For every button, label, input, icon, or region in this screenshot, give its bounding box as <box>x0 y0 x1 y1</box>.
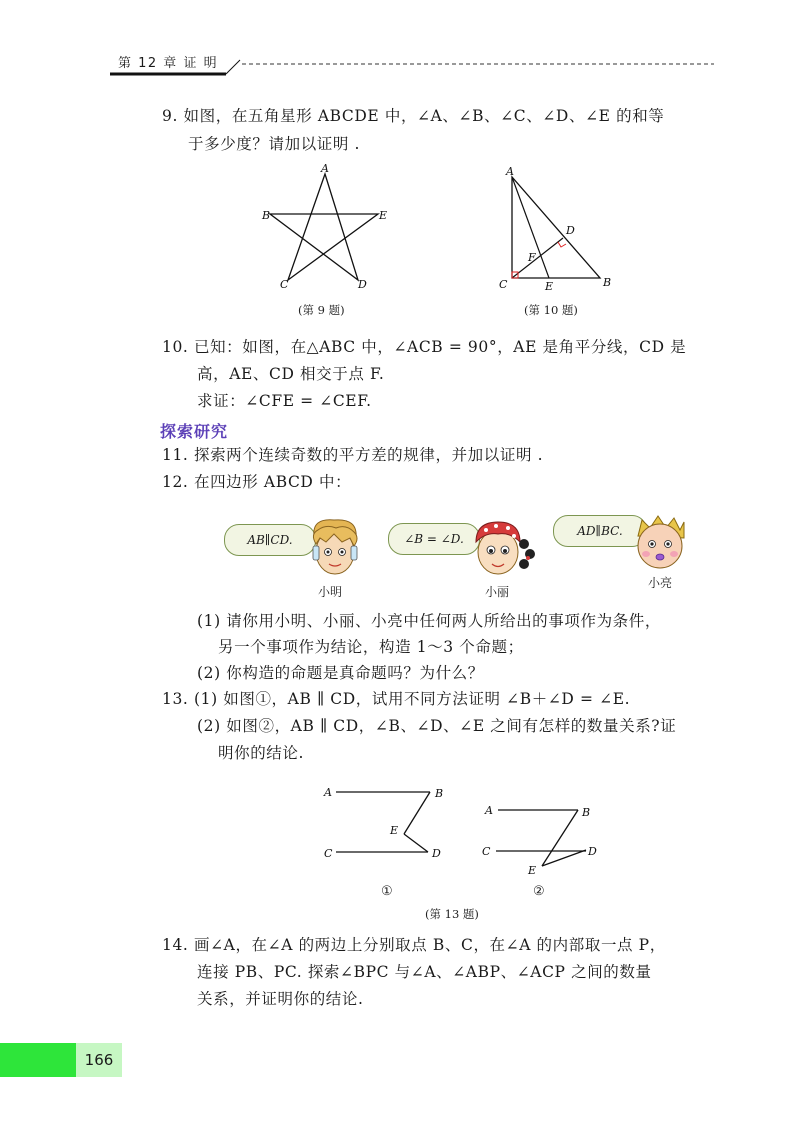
problem-9-line1: 9. 如图，在五角星形 ABCDE 中，∠A、∠B、∠C、∠D、∠E 的和等 <box>162 107 665 125</box>
section-title-explore: 探索研究 <box>160 422 229 441</box>
problem-11: 11. 探索两个连续奇数的平方差的规律，并加以证明 . <box>162 446 544 464</box>
fig10-label-f: F <box>528 251 536 264</box>
figure-13-2 <box>478 796 608 882</box>
fig13-1-label-e: E <box>390 824 399 837</box>
figure-13-marker-1: ① <box>381 884 393 899</box>
page-number: 166 <box>76 1043 122 1077</box>
problem-12-sub2: (2) 你构造的命题是真命题吗？为什么？ <box>197 664 484 682</box>
figure-13-marker-2: ② <box>533 884 545 899</box>
figure-9-pentagram <box>250 162 390 292</box>
fig13-1-label-b: B <box>435 787 444 800</box>
fig9-label-a: A <box>321 162 329 175</box>
pentagram-lines <box>270 174 378 280</box>
speech-bubble-xiaoli: ∠B = ∠D. <box>388 523 480 555</box>
problem-12-sub1-line2: 另一个事项作为结论，构造 1～3 个命题； <box>218 638 524 656</box>
xiaoming-name: 小明 <box>318 585 343 599</box>
problem-12-sub1-line1: (1) 请你用小明、小丽、小亮中任何两人所给出的事项作为条件， <box>197 612 661 630</box>
chapter-header: 第 12 章 证 明 <box>118 56 219 71</box>
xiaoliang-name: 小亮 <box>648 576 673 590</box>
fig9-label-c: C <box>280 278 289 291</box>
fig13-2-label-c: C <box>482 845 491 858</box>
fig9-label-e: E <box>379 209 388 222</box>
problem-13-sub2-line2: 明你的结论. <box>218 744 305 762</box>
fig13-2-label-b: B <box>582 806 591 819</box>
xiaoliang-avatar <box>630 512 690 574</box>
fig13-2-label-a: A <box>485 804 493 817</box>
problem-12-line1: 12. 在四边形 ABCD 中： <box>162 473 352 491</box>
problem-10-line2: 高，AE、CD 相交于点 F. <box>197 365 385 383</box>
xiaoming-avatar <box>300 514 370 580</box>
fig9-label-d: D <box>358 278 367 291</box>
header-rule <box>0 0 800 90</box>
figure-10-triangle <box>495 165 625 295</box>
fig10-label-a: A <box>506 165 514 178</box>
fig10-label-e: E <box>545 280 554 293</box>
speech-bubble-xiaoming: AB∥CD. <box>224 524 316 556</box>
fig9-label-b: B <box>262 209 271 222</box>
problem-13-sub1: 13. (1) 如图①，AB ∥ CD，试用不同方法证明 ∠B＋∠D = ∠E. <box>162 690 631 708</box>
fig10-label-c: C <box>499 278 508 291</box>
fig10-label-d: D <box>566 224 575 237</box>
problem-14-line3: 关系，并证明你的结论. <box>197 990 364 1008</box>
figure-10-caption: (第 10 题) <box>524 303 578 317</box>
fig13-1-label-a: A <box>324 786 332 799</box>
fig13-1-label-d: D <box>432 847 441 860</box>
speech-bubble-xiaoliang: AD∥BC. <box>553 515 647 547</box>
figure-9-caption: (第 9 题) <box>298 303 345 317</box>
figure-13-1 <box>318 780 453 870</box>
problem-14-line2: 连接 PB、PC. 探索∠BPC 与∠A、∠ABP、∠ACP 之间的数量 <box>197 963 652 981</box>
problem-10-line1: 10. 已知：如图，在△ABC 中，∠ACB = 90°，AE 是角平分线，CD 是 <box>162 338 687 356</box>
fig13-1-label-c: C <box>324 847 333 860</box>
xiaoli-avatar <box>464 514 540 580</box>
fig13-2-label-d: D <box>588 845 597 858</box>
problem-9-line2: 于多少度？请加以证明 . <box>188 135 361 153</box>
fig10-label-b: B <box>603 276 612 289</box>
problem-10-line3: 求证：∠CFE = ∠CEF. <box>197 392 372 410</box>
xiaoli-name: 小丽 <box>485 585 510 599</box>
problem-14-line1: 14. 画∠A，在∠A 的两边上分别取点 B、C，在∠A 的内部取一点 P， <box>162 936 666 954</box>
figure-13-caption: (第 13 题) <box>425 907 479 921</box>
fig13-2-label-e: E <box>528 864 537 877</box>
problem-13-sub2-line1: (2) 如图②，AB ∥ CD，∠B、∠D、∠E 之间有怎样的数量关系?证 <box>197 717 677 735</box>
